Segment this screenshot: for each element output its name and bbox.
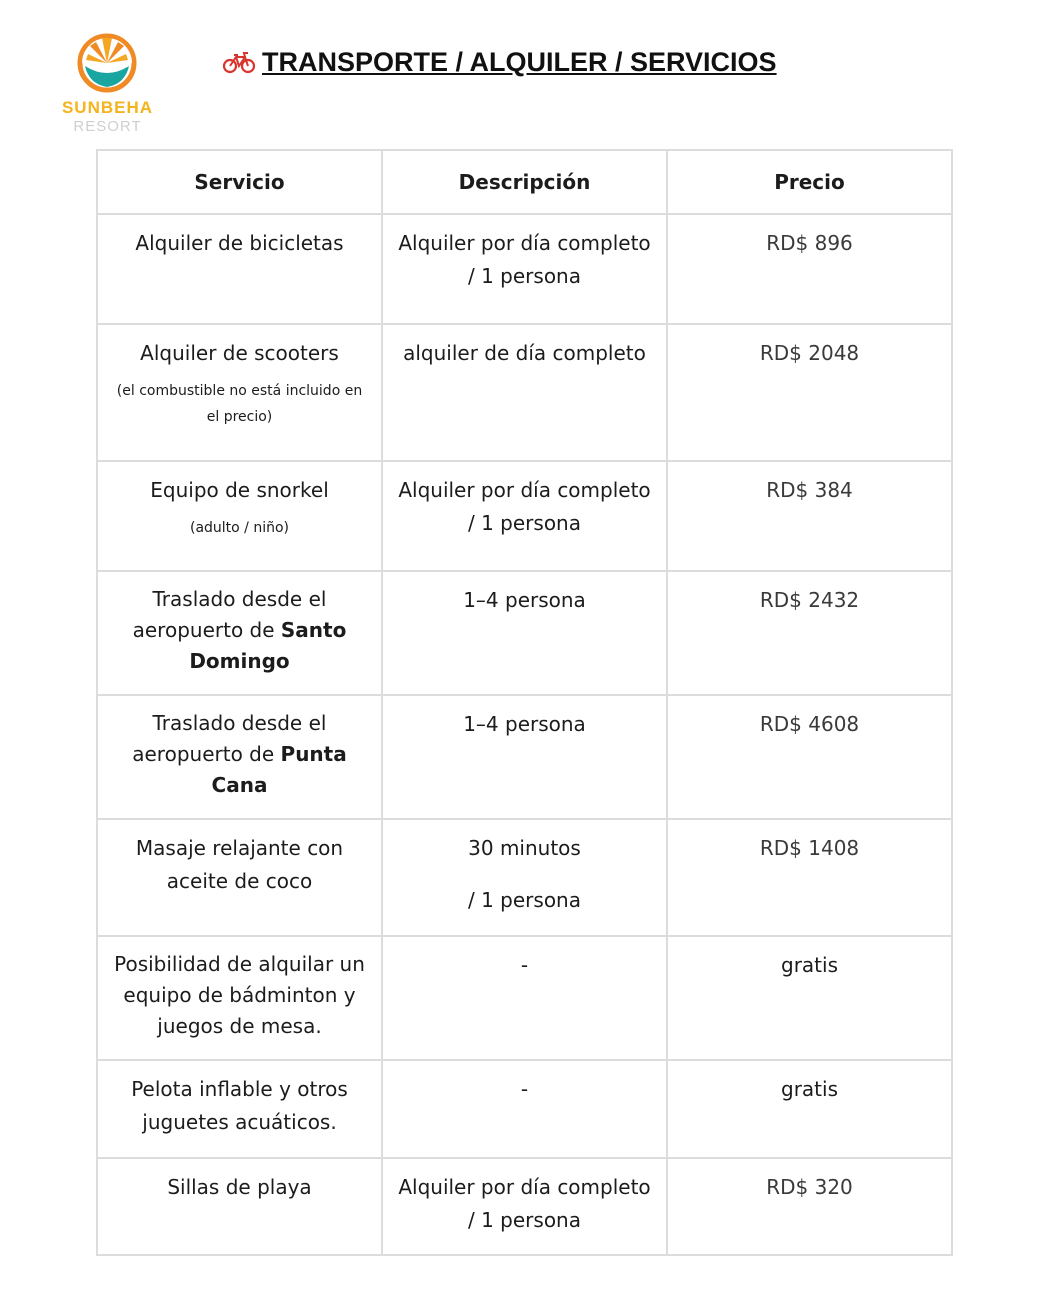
table-row: [97, 1158, 952, 1255]
service-cell: Posibilidad de alquilar un equipo de bádminton y juegos de mesa.: [97, 936, 382, 1060]
price-cell: RD$ 2048: [667, 324, 952, 461]
service-cell: [97, 695, 382, 819]
price-cell: RD$ 320: [667, 1158, 952, 1255]
table-row: [97, 214, 952, 324]
column-header-price: Precio: [667, 150, 952, 214]
table-row: [97, 324, 952, 461]
sun-logo-icon: [76, 32, 138, 94]
description-cell: 1–4 persona: [382, 695, 667, 819]
logo-subtitle: RESORT: [73, 118, 142, 135]
description-cell: -: [382, 936, 667, 1060]
service-name: Traslado desde el aeropuerto de: [132, 587, 327, 642]
description-line: 30 minutos: [468, 836, 581, 860]
service-name: Alquiler de bicicletas: [135, 231, 344, 255]
service-cell: [97, 461, 382, 571]
service-note: (adulto / niño): [189, 520, 290, 536]
table-row: [97, 819, 952, 936]
logo-name: SUNBEHA: [61, 98, 154, 117]
price-cell: gratis: [667, 1060, 952, 1158]
service-cell: [97, 324, 382, 461]
price-cell: RD$ 1408: [667, 819, 952, 936]
service-cell: Sillas de playa: [97, 1158, 382, 1255]
price-cell: RD$ 2432: [667, 571, 952, 695]
service-cell: Pelota inflable y otros juguetes acuáticos.: [97, 1060, 382, 1158]
description-cell: [382, 819, 667, 936]
description-cell: Alquiler por día completo / 1 persona: [382, 461, 667, 571]
table-row: [97, 1060, 952, 1158]
table-header-row: [97, 150, 952, 214]
service-name: Traslado desde el aeropuerto de: [132, 711, 327, 766]
description-cell: Alquiler por día completo / 1 persona: [382, 214, 667, 324]
description-cell: Alquiler por día completo / 1 persona: [382, 1158, 667, 1255]
service-name-bold: Santo Domingo: [189, 618, 347, 673]
price-cell: RD$ 384: [667, 461, 952, 571]
resort-logo: [50, 32, 165, 137]
description-cell: 1–4 persona: [382, 571, 667, 695]
table-row: [97, 571, 952, 695]
price-cell: RD$ 4608: [667, 695, 952, 819]
title-text: TRANSPORTE / ALQUILER / SERVICIOS: [262, 46, 777, 77]
description-cell: alquiler de día completo: [382, 324, 667, 461]
bicycle-icon: [222, 50, 256, 74]
service-cell: [97, 214, 382, 324]
page-title: [222, 40, 842, 84]
description-cell: -: [382, 1060, 667, 1158]
services-table: [96, 149, 953, 1256]
service-note: (el combustible no está incluido en el precio): [116, 383, 363, 425]
table-row: [97, 936, 952, 1060]
service-name: Alquiler de scooters: [140, 341, 339, 365]
price-cell: RD$ 896: [667, 214, 952, 324]
service-name: Equipo de snorkel: [150, 478, 329, 502]
service-cell: [97, 571, 382, 695]
table-row: [97, 695, 952, 819]
price-cell: gratis: [667, 936, 952, 1060]
column-header-description: Descripción: [382, 150, 667, 214]
table-row: [97, 461, 952, 571]
service-cell: Masaje relajante con aceite de coco: [97, 819, 382, 936]
service-name-bold: Punta Cana: [211, 742, 347, 797]
description-line: / 1 persona: [468, 888, 581, 912]
column-header-service: Servicio: [97, 150, 382, 214]
